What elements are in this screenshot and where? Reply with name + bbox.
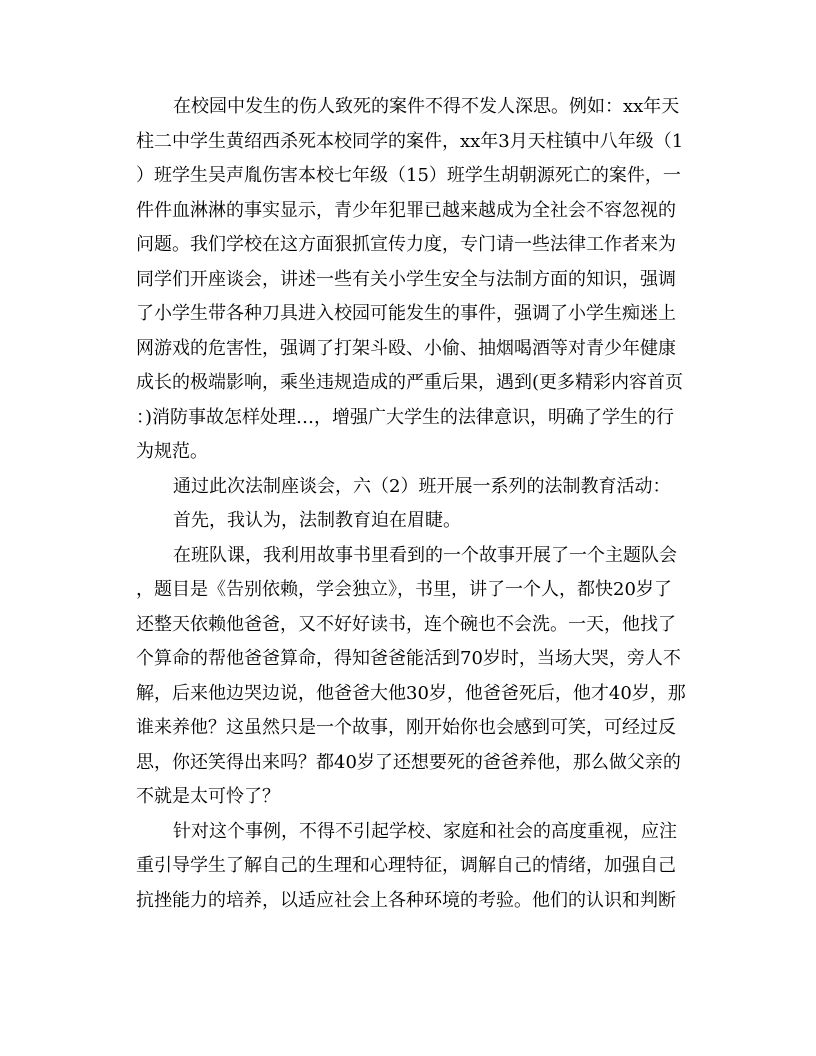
text-line: 为规范。 bbox=[136, 441, 208, 462]
text-line: 在校园中发生的伤人致死的案件不得不发人深思。例如：xx年天 bbox=[173, 96, 680, 117]
text-line: 网游戏的危害性，强调了打架斗殴、小偷、抽烟喝酒等对青少年健康 bbox=[136, 337, 676, 359]
text-line: 在班队课，我利用故事书里看到的一个故事开展了一个主题队会 bbox=[173, 544, 677, 566]
text-line: ：)消防事故怎样处理…，增强广大学生的法律意识，明确了学生的行 bbox=[136, 406, 675, 428]
text-line: 个算命的帮他爸爸算命，得知爸爸能活到70岁时，当场大哭，旁人不 bbox=[136, 648, 681, 669]
text-line: 还整天依赖他爸爸，又不好好读书，连个碗也不会洗。一天，他找了 bbox=[136, 613, 676, 635]
document-body bbox=[136, 90, 696, 918]
text-line: 通过此次法制座谈会，六（2）班开展一系列的法制教育活动： bbox=[173, 475, 671, 497]
text-line: ，题目是《告别依赖，学会独立》，书里，讲了一个人，都快20岁了 bbox=[136, 579, 672, 600]
text-line: 解，后来他边哭边说，他爸爸大他30岁，他爸爸死后，他才40岁，那 bbox=[136, 682, 686, 704]
text-line: 抗挫能力的培养，以适应社会上各种环境的考验。他们的认识和判断 bbox=[136, 889, 676, 911]
text-line: 重引导学生了解自己的生理和心理特征，调解自己的情绪，加强自己 bbox=[136, 855, 676, 876]
text-line: ）班学生吴声胤伤害本校七年级（15）班学生胡朝源死亡的案件，一 bbox=[136, 165, 681, 186]
text-line: 柱二中学生黄绍西杀死本校同学的案件，xx年3月天柱镇中八年级（1 bbox=[136, 130, 684, 152]
text-line: 问题。我们学校在这方面狠抓宣传力度，专门请一些法律工作者来为 bbox=[136, 234, 676, 255]
text-line: 针对这个事例，不得不引起学校、家庭和社会的高度重视，应注 bbox=[173, 820, 677, 842]
text-line: 了小学生带各种刀具进入校园可能发生的事件，强调了小学生痴迷上 bbox=[136, 303, 676, 324]
text-line: 首先，我认为，法制教育迫在眉睫。 bbox=[173, 510, 461, 531]
text-line: 件件血淋淋的事实显示，青少年犯罪已越来越成为全社会不容忽视的 bbox=[136, 199, 676, 221]
text-line: 不就是太可怜了？ bbox=[136, 786, 280, 807]
text-line: 谁来养他？这虽然只是一个故事，刚开始你也会感到可笑，可经过反 bbox=[136, 717, 676, 738]
text-line: 思，你还笑得出来吗？都40岁了还想要死的爸爸养他，那么做父亲的 bbox=[136, 751, 681, 773]
text-line: 同学们开座谈会，讲述一些有关小学生安全与法制方面的知识，强调 bbox=[136, 268, 676, 290]
text-line: 成长的极端影响，乘坐违规造成的严重后果，遇到(更多精彩内容首页 bbox=[136, 372, 684, 393]
